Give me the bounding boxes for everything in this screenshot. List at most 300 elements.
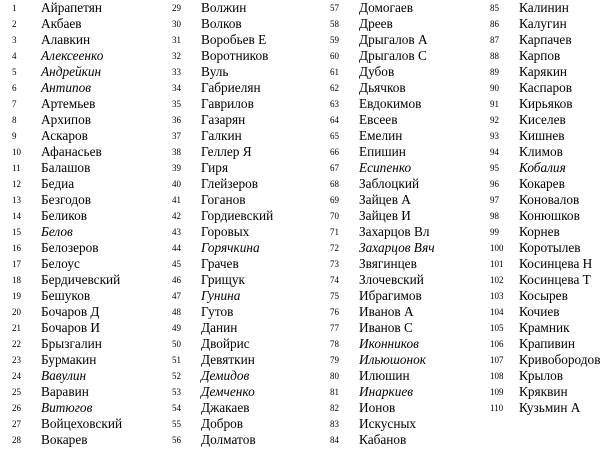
list-item-number: 76 — [330, 307, 339, 317]
list-item-name: Карпов — [519, 48, 561, 63]
list-item-name: Дубов — [359, 64, 395, 79]
list-item — [0, 400, 122, 416]
list-item-number: 4 — [12, 51, 17, 61]
list-item-name: Кабанов — [359, 432, 407, 447]
list-item-name: Беликов — [41, 208, 88, 223]
list-item-name: Ильюшонок — [359, 352, 426, 367]
list-item-number: 86 — [490, 19, 499, 29]
list-item-name: Аскаров — [41, 128, 88, 143]
list-item — [478, 272, 601, 288]
list-item — [478, 208, 601, 224]
list-item-number: 9 — [12, 131, 17, 141]
list-item — [160, 432, 273, 448]
list-item-number: 106 — [490, 339, 504, 349]
list-item-name: Киселев — [519, 112, 566, 127]
list-item — [478, 256, 601, 272]
list-item-name: Витюгов — [41, 400, 93, 415]
list-item-name: Белозеров — [41, 240, 99, 255]
list-item-name: Бурмакин — [41, 352, 97, 367]
list-item-name: Вокарев — [41, 432, 88, 447]
list-item — [318, 80, 435, 96]
list-item — [160, 48, 273, 64]
list-item-number: 49 — [172, 323, 181, 333]
list-item-name: Гутов — [201, 304, 234, 319]
list-item-name: Грачев — [201, 256, 239, 271]
list-item-name: Гоганов — [201, 192, 246, 207]
list-item — [160, 64, 273, 80]
list-item-number: 75 — [330, 291, 339, 301]
list-item — [318, 128, 435, 144]
list-item-number: 74 — [330, 275, 339, 285]
list-item-number: 39 — [172, 163, 181, 173]
list-item — [478, 128, 601, 144]
list-item-name: Грищук — [201, 272, 245, 287]
list-item-name: Заблоцкий — [359, 176, 420, 191]
list-item — [160, 144, 273, 160]
list-item-name: Айрапетян — [41, 0, 102, 15]
list-item — [0, 384, 122, 400]
list-item-number: 108 — [490, 371, 504, 381]
list-item-name: Злочевский — [359, 272, 424, 287]
list-item-number: 85 — [490, 3, 499, 13]
list-item-name: Епишин — [359, 144, 406, 159]
list-item-number: 105 — [490, 323, 504, 333]
list-item-name: Бедиа — [41, 176, 75, 191]
list-item — [160, 176, 273, 192]
list-item-name: Волжин — [201, 0, 247, 15]
list-item-name: Кирьяков — [519, 96, 573, 111]
list-item — [478, 0, 601, 16]
list-item — [478, 384, 601, 400]
list-item — [160, 240, 273, 256]
list-item-name: Бешуков — [41, 288, 91, 303]
list-item-number: 46 — [172, 275, 181, 285]
list-item-name: Архипов — [41, 112, 92, 127]
list-item — [318, 96, 435, 112]
list-item-name: Зайцев И — [359, 208, 411, 223]
list-item-number: 107 — [490, 355, 504, 365]
list-item — [318, 0, 435, 16]
list-item-number: 22 — [12, 339, 21, 349]
list-item-number: 95 — [490, 163, 499, 173]
list-item — [478, 64, 601, 80]
list-item — [478, 320, 601, 336]
list-item-name: Ионов — [359, 400, 396, 415]
list-item-number: 8 — [12, 115, 17, 125]
list-item-number: 103 — [490, 291, 504, 301]
list-item — [160, 368, 273, 384]
list-item-number: 104 — [490, 307, 504, 317]
list-item — [0, 64, 122, 80]
list-item-name: Евсеев — [359, 112, 398, 127]
list-item-name: Белов — [41, 224, 73, 239]
list-item — [478, 80, 601, 96]
list-item — [478, 144, 601, 160]
list-item-name: Есипенко — [359, 160, 412, 175]
list-item — [0, 112, 122, 128]
list-item-name: Кривобородов — [519, 352, 601, 367]
list-item — [0, 288, 122, 304]
list-item-number: 89 — [490, 67, 499, 77]
list-item-number: 93 — [490, 131, 499, 141]
list-item-name: Бочаров И — [41, 320, 101, 335]
list-item — [160, 128, 273, 144]
list-item — [478, 368, 601, 384]
list-item-name: Климов — [519, 144, 563, 159]
list-column-2 — [160, 0, 273, 448]
list-item — [478, 32, 601, 48]
list-item — [0, 368, 122, 384]
list-item-number: 31 — [172, 35, 181, 45]
list-item-number: 66 — [330, 147, 339, 157]
list-item-number: 40 — [172, 179, 181, 189]
list-item-name: Геллер Я — [201, 144, 252, 159]
list-item-name: Антипов — [41, 80, 92, 95]
list-item — [318, 304, 435, 320]
list-item — [160, 256, 273, 272]
list-item-number: 88 — [490, 51, 499, 61]
list-item-name: Габриелян — [201, 80, 261, 95]
list-item — [318, 288, 435, 304]
list-item-number: 5 — [12, 67, 17, 77]
list-item-number: 11 — [12, 163, 21, 173]
list-item-name: Гунина — [201, 288, 241, 303]
list-column-3 — [318, 0, 435, 448]
list-item — [318, 272, 435, 288]
list-item-number: 99 — [490, 227, 499, 237]
list-item-name: Захарцов Вяч — [359, 240, 435, 255]
list-item-name: Кобалия — [519, 160, 566, 175]
list-item — [160, 224, 273, 240]
list-item-number: 30 — [172, 19, 181, 29]
list-item-number: 3 — [12, 35, 17, 45]
list-item-number: 102 — [490, 275, 504, 285]
list-item — [0, 192, 122, 208]
list-item-number: 98 — [490, 211, 499, 221]
list-item-number: 59 — [330, 35, 339, 45]
list-item-number: 28 — [12, 435, 21, 445]
list-item — [160, 160, 273, 176]
list-item-name: Белоус — [41, 256, 80, 271]
list-item-name: Кряквин — [519, 384, 568, 399]
list-item-name: Кочиев — [519, 304, 560, 319]
list-item-name: Горовых — [201, 224, 250, 239]
list-item-number: 53 — [172, 387, 181, 397]
list-item-number: 70 — [330, 211, 339, 221]
list-item — [0, 336, 122, 352]
list-item — [318, 336, 435, 352]
list-item — [0, 80, 122, 96]
list-item-number: 83 — [330, 419, 339, 429]
list-item-name: Алексеенко — [41, 48, 104, 63]
list-item-name: Вавулин — [41, 368, 87, 383]
list-item — [0, 208, 122, 224]
list-item-name: Конюшков — [519, 208, 580, 223]
list-item-name: Бердичевский — [41, 272, 121, 287]
list-item — [160, 96, 273, 112]
list-item-number: 25 — [12, 387, 21, 397]
list-item-name: Гордиевский — [201, 208, 274, 223]
list-item-name: Джакаев — [201, 400, 250, 415]
list-item-number: 96 — [490, 179, 499, 189]
list-item-name: Кузьмин А — [519, 400, 581, 415]
list-item-number: 100 — [490, 243, 504, 253]
list-item-number: 10 — [12, 147, 21, 157]
list-item-number: 77 — [330, 323, 339, 333]
list-item-number: 13 — [12, 195, 21, 205]
list-item — [0, 240, 122, 256]
list-item-name: Бочаров Д — [41, 304, 100, 319]
list-item-name: Брызгалин — [41, 336, 102, 351]
list-item-name: Войцеховский — [41, 416, 123, 431]
list-item-number: 1 — [12, 3, 17, 13]
list-item — [0, 432, 122, 448]
list-item-number: 91 — [490, 99, 499, 109]
list-item-name: Варавин — [41, 384, 89, 399]
list-column-1 — [0, 0, 122, 448]
list-item-number: 23 — [12, 355, 21, 365]
list-item — [160, 272, 273, 288]
list-item-name: Иконников — [359, 336, 419, 351]
list-item — [318, 320, 435, 336]
list-item-name: Вуль — [201, 64, 229, 79]
list-item-name: Коротылев — [519, 240, 581, 255]
list-item-name: Гаврилов — [201, 96, 254, 111]
list-item-number: 26 — [12, 403, 21, 413]
list-item-number: 38 — [172, 147, 181, 157]
list-item-number: 60 — [330, 51, 339, 61]
list-item-number: 6 — [12, 83, 17, 93]
list-item-number: 27 — [12, 419, 21, 429]
list-item-number: 65 — [330, 131, 339, 141]
list-item — [318, 16, 435, 32]
list-item-name: Инаркиев — [359, 384, 414, 399]
list-item-number: 51 — [172, 355, 181, 365]
list-item — [478, 352, 601, 368]
list-item — [478, 48, 601, 64]
list-item — [318, 64, 435, 80]
list-item-number: 52 — [172, 371, 181, 381]
list-item-number: 21 — [12, 323, 21, 333]
list-item-name: Артемьев — [41, 96, 96, 111]
list-item — [160, 192, 273, 208]
list-item-name: Дрыгалов А — [359, 32, 428, 47]
list-item-name: Акбаев — [41, 16, 82, 31]
list-item-name: Крапивин — [519, 336, 575, 351]
list-item-name: Захарцов Вл — [359, 224, 430, 239]
list-item-name: Карякин — [519, 64, 568, 79]
list-item-name: Дрыгалов С — [359, 48, 427, 63]
list-item-number: 84 — [330, 435, 339, 445]
list-item-number: 12 — [12, 179, 21, 189]
list-item — [318, 112, 435, 128]
list-item-number: 71 — [330, 227, 339, 237]
list-item-number: 87 — [490, 35, 499, 45]
list-item-name: Балашов — [41, 160, 91, 175]
list-item-name: Корнев — [519, 224, 560, 239]
list-item-number: 78 — [330, 339, 339, 349]
list-item-name: Емелин — [359, 128, 403, 143]
list-item-name: Каспаров — [519, 80, 573, 95]
list-item-number: 101 — [490, 259, 504, 269]
list-item-number: 90 — [490, 83, 499, 93]
list-item — [478, 240, 601, 256]
list-column-4 — [478, 0, 601, 416]
list-item — [160, 352, 273, 368]
list-item — [478, 16, 601, 32]
list-item — [0, 256, 122, 272]
list-item-name: Домогаев — [359, 0, 414, 15]
list-item — [160, 288, 273, 304]
list-item-number: 57 — [330, 3, 339, 13]
list-item-number: 44 — [172, 243, 181, 253]
list-item-name: Безгодов — [41, 192, 92, 207]
list-item — [318, 368, 435, 384]
list-item-number: 63 — [330, 99, 339, 109]
list-item-name: Илюшин — [359, 368, 410, 383]
list-item — [160, 32, 273, 48]
list-item-number: 33 — [172, 67, 181, 77]
list-item — [0, 304, 122, 320]
list-item-number: 55 — [172, 419, 181, 429]
list-item-number: 73 — [330, 259, 339, 269]
list-item — [478, 176, 601, 192]
list-item — [478, 96, 601, 112]
list-item-number: 20 — [12, 307, 21, 317]
list-item-name: Кокарев — [519, 176, 565, 191]
list-item — [0, 144, 122, 160]
list-item-name: Афанасьев — [41, 144, 102, 159]
list-item-number: 58 — [330, 19, 339, 29]
list-item-name: Искусных — [359, 416, 417, 431]
list-item-name: Долматов — [201, 432, 256, 447]
list-item-name: Алавкин — [41, 32, 91, 47]
list-item — [318, 240, 435, 256]
list-item-name: Зайцев А — [359, 192, 411, 207]
list-item-number: 110 — [490, 403, 504, 413]
list-item-name: Ибрагимов — [359, 288, 422, 303]
list-item-number: 47 — [172, 291, 181, 301]
list-item-name: Калинин — [519, 0, 569, 15]
list-item-name: Добров — [201, 416, 244, 431]
list-item — [478, 336, 601, 352]
list-item — [318, 416, 435, 432]
list-item-number: 18 — [12, 275, 21, 285]
list-item — [160, 384, 273, 400]
list-item-name: Крылов — [519, 368, 564, 383]
list-item-number: 29 — [172, 3, 181, 13]
list-item-name: Коновалов — [519, 192, 580, 207]
list-item-name: Иванов А — [359, 304, 414, 319]
list-item-name: Горячкина — [201, 240, 260, 255]
list-item-name: Крамник — [519, 320, 570, 335]
list-item — [160, 16, 273, 32]
list-item-name: Евдокимов — [359, 96, 422, 111]
list-item — [160, 208, 273, 224]
list-item-name: Гиря — [201, 160, 229, 175]
list-item — [478, 304, 601, 320]
list-item-number: 36 — [172, 115, 181, 125]
list-item — [160, 304, 273, 320]
list-item-name: Галкин — [201, 128, 242, 143]
list-item — [0, 224, 122, 240]
list-item-number: 82 — [330, 403, 339, 413]
list-item — [0, 176, 122, 192]
list-item — [0, 96, 122, 112]
list-item-number: 92 — [490, 115, 499, 125]
list-item-number: 7 — [12, 99, 17, 109]
list-item-number: 45 — [172, 259, 181, 269]
list-item-number: 42 — [172, 211, 181, 221]
list-item — [318, 208, 435, 224]
list-item-number: 19 — [12, 291, 21, 301]
list-item — [318, 144, 435, 160]
list-item-number: 16 — [12, 243, 21, 253]
list-item-name: Двойрис — [201, 336, 250, 351]
list-item-name: Воробьев Е — [201, 32, 267, 47]
list-item-number: 50 — [172, 339, 181, 349]
list-item-name: Дреев — [359, 16, 393, 31]
list-item — [160, 336, 273, 352]
list-item-name: Волков — [201, 16, 242, 31]
list-item-name: Косинцева Т — [519, 272, 591, 287]
list-item-number: 61 — [330, 67, 339, 77]
list-item — [0, 160, 122, 176]
list-item — [0, 0, 122, 16]
list-item-number: 81 — [330, 387, 339, 397]
list-item — [160, 0, 273, 16]
list-item-number: 56 — [172, 435, 181, 445]
list-item — [0, 416, 122, 432]
list-item — [160, 80, 273, 96]
list-item-number: 32 — [172, 51, 181, 61]
list-item-name: Воротников — [201, 48, 269, 63]
list-item — [478, 224, 601, 240]
list-item-name: Демидов — [201, 368, 250, 383]
list-item — [160, 416, 273, 432]
list-item-number: 48 — [172, 307, 181, 317]
list-item-name: Газарян — [201, 112, 246, 127]
list-item-number: 37 — [172, 131, 181, 141]
list-item-number: 94 — [490, 147, 499, 157]
list-item — [478, 288, 601, 304]
list-item-name: Калугин — [519, 16, 567, 31]
list-item — [318, 32, 435, 48]
list-item-number: 80 — [330, 371, 339, 381]
list-item — [478, 112, 601, 128]
list-item — [318, 352, 435, 368]
list-item-name: Косинцева Н — [519, 256, 593, 271]
list-item — [318, 384, 435, 400]
list-item — [478, 160, 601, 176]
list-item-number: 24 — [12, 371, 21, 381]
list-item-number: 34 — [172, 83, 181, 93]
list-item-name: Андрейкин — [41, 64, 102, 79]
list-item — [318, 256, 435, 272]
list-item-name: Иванов С — [359, 320, 413, 335]
list-item-number: 35 — [172, 99, 181, 109]
list-item-number: 79 — [330, 355, 339, 365]
list-item-name: Дьячков — [359, 80, 406, 95]
list-item — [318, 432, 435, 448]
list-item-number: 72 — [330, 243, 339, 253]
list-item — [478, 192, 601, 208]
list-item — [0, 16, 122, 32]
list-item-name: Карпачев — [519, 32, 572, 47]
list-item — [318, 224, 435, 240]
list-item — [0, 320, 122, 336]
list-item-number: 15 — [12, 227, 21, 237]
